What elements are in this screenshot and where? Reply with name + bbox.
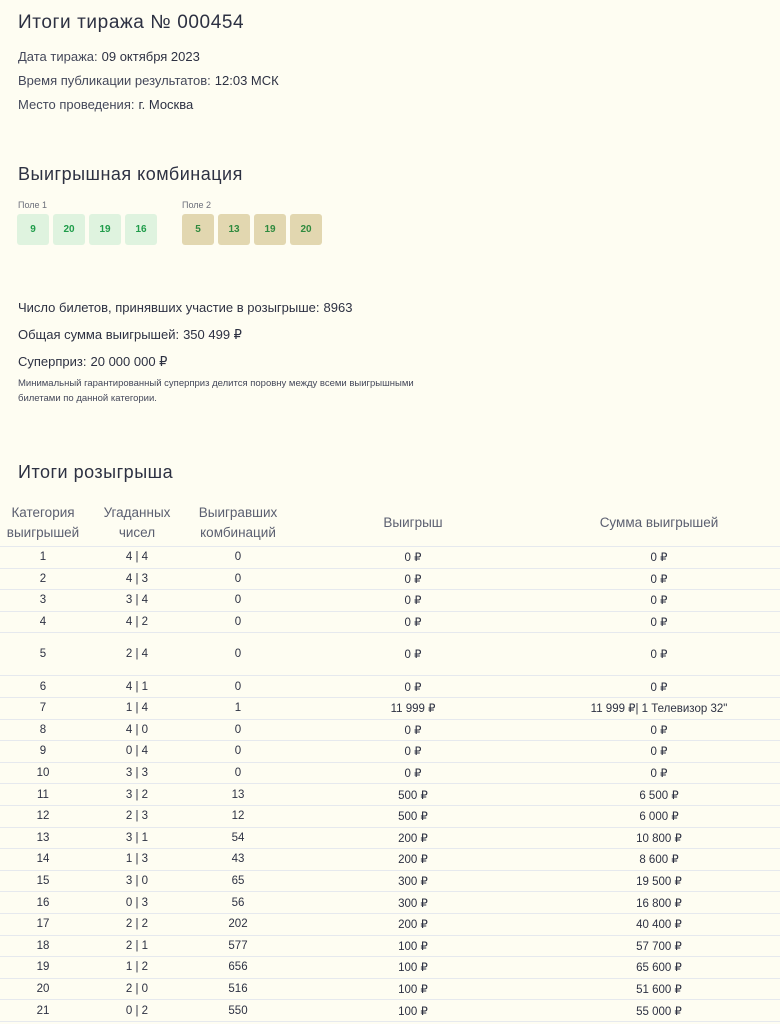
col-guessed: Угаданных чисел [86,500,188,547]
cell-guessed: 4 | 1 [86,676,188,698]
cell-category: 13 [0,827,86,849]
cell-guessed: 3 | 0 [86,870,188,892]
cell-guessed: 1 | 3 [86,849,188,871]
total-winnings [18,327,242,343]
draw-date [18,49,200,64]
cell-winning-combos: 0 [188,762,288,784]
table-row [0,590,780,612]
table-row [0,741,780,763]
cell-total: 0 ₽ [538,633,780,676]
cell-winning-combos: 13 [188,784,288,806]
superprize-label: Суперприз: [18,354,87,369]
table-row [0,676,780,698]
cell-prize: 300 ₽ [288,870,538,892]
field1-ball: 16 [125,214,157,245]
cell-winning-combos: 0 [188,590,288,612]
table-row [0,547,780,569]
cell-total: 8 600 ₽ [538,849,780,871]
cell-total: 0 ₽ [538,719,780,741]
field2-label: Поле 2 [182,200,212,210]
field2-ball: 5 [182,214,214,245]
cell-category: 17 [0,913,86,935]
cell-winning-combos: 0 [188,633,288,676]
cell-category: 21 [0,1000,86,1022]
publish-time-label: Время публикации результатов: [18,73,211,88]
field1-ball: 19 [89,214,121,245]
cell-guessed: 3 | 4 [86,590,188,612]
cell-total: 0 ₽ [538,590,780,612]
cell-category: 12 [0,805,86,827]
cell-guessed: 1 | 2 [86,957,188,979]
cell-category: 5 [0,633,86,676]
table-row [0,719,780,741]
table-row [0,805,780,827]
cell-prize: 0 ₽ [288,719,538,741]
cell-prize: 100 ₽ [288,935,538,957]
cell-category: 1 [0,547,86,569]
cell-guessed: 4 | 4 [86,547,188,569]
draw-date-label: Дата тиража: [18,49,98,64]
total-winnings-value: 350 499 ₽ [183,327,242,342]
cell-guessed: 3 | 2 [86,784,188,806]
cell-category: 8 [0,719,86,741]
cell-total: 0 ₽ [538,568,780,590]
cell-winning-combos: 0 [188,568,288,590]
cell-guessed: 3 | 1 [86,827,188,849]
cell-winning-combos: 0 [188,611,288,633]
cell-category: 4 [0,611,86,633]
cell-total: 57 700 ₽ [538,935,780,957]
cell-category: 18 [0,935,86,957]
field2-balls [182,214,322,245]
cell-prize: 11 999 ₽ [288,697,538,719]
cell-total: 11 999 ₽| 1 Телевизор 32" [538,697,780,719]
cell-winning-combos: 12 [188,805,288,827]
cell-guessed: 3 | 3 [86,762,188,784]
cell-guessed: 0 | 3 [86,892,188,914]
cell-total: 0 ₽ [538,547,780,569]
results-title: Итоги розыгрыша [18,462,174,482]
cell-prize: 200 ₽ [288,913,538,935]
col-winning-combos: Выигравших комбинаций [188,500,288,547]
cell-prize: 0 ₽ [288,762,538,784]
cell-winning-combos: 0 [188,719,288,741]
superprize [18,354,167,370]
cell-category: 14 [0,849,86,871]
draw-place-label: Место проведения: [18,97,135,112]
cell-prize: 100 ₽ [288,957,538,979]
col-total: Сумма выигрышей [538,500,780,547]
table-row [0,1000,780,1022]
cell-winning-combos: 54 [188,827,288,849]
cell-category: 9 [0,741,86,763]
cell-category: 19 [0,957,86,979]
cell-prize: 200 ₽ [288,827,538,849]
superprize-note: Минимальный гарантированный суперприз делится поровну между всеми выигрышными билетами по данной категории. [18,378,414,404]
cell-total: 0 ₽ [538,611,780,633]
cell-prize: 200 ₽ [288,849,538,871]
field1-ball: 20 [53,214,85,245]
cell-prize: 0 ₽ [288,633,538,676]
table-row [0,935,780,957]
combination-title: Выигрышная комбинация [18,164,243,184]
cell-total: 16 800 ₽ [538,892,780,914]
tickets-count-label: Число билетов, принявших участие в розыгрыше: [18,300,320,315]
cell-winning-combos: 65 [188,870,288,892]
cell-total: 0 ₽ [538,741,780,763]
cell-guessed: 2 | 1 [86,935,188,957]
cell-winning-combos: 550 [188,1000,288,1022]
cell-winning-combos: 516 [188,978,288,1000]
cell-prize: 0 ₽ [288,547,538,569]
table-row [0,827,780,849]
table-row [0,784,780,806]
field2-ball: 20 [290,214,322,245]
total-winnings-label: Общая сумма выигрышей: [18,327,180,342]
cell-winning-combos: 43 [188,849,288,871]
field2-ball: 19 [254,214,286,245]
draw-place [18,97,193,112]
cell-category: 20 [0,978,86,1000]
publish-time [18,73,279,88]
cell-winning-combos: 0 [188,547,288,569]
cell-guessed: 0 | 4 [86,741,188,763]
cell-category: 10 [0,762,86,784]
cell-category: 16 [0,892,86,914]
table-row [0,633,780,676]
table-header-row [0,500,780,547]
cell-category: 11 [0,784,86,806]
tickets-count [18,300,352,315]
cell-category: 2 [0,568,86,590]
page-title: Итоги тиража № 000454 [18,12,245,33]
table-row [0,849,780,871]
results-table [0,500,780,1022]
tickets-count-value: 8963 [323,300,353,315]
cell-guessed: 4 | 3 [86,568,188,590]
cell-total: 6 000 ₽ [538,805,780,827]
table-row [0,957,780,979]
cell-prize: 500 ₽ [288,805,538,827]
cell-winning-combos: 56 [188,892,288,914]
field1-balls [17,214,157,245]
table-row [0,913,780,935]
cell-guessed: 2 | 0 [86,978,188,1000]
cell-total: 6 500 ₽ [538,784,780,806]
table-row [0,762,780,784]
cell-category: 6 [0,676,86,698]
cell-guessed: 0 | 2 [86,1000,188,1022]
cell-guessed: 4 | 2 [86,611,188,633]
cell-guessed: 2 | 3 [86,805,188,827]
results-body [0,547,780,1022]
publish-time-value: 12:03 МСК [214,73,279,88]
draw-date-value: 09 октября 2023 [101,49,200,64]
superprize-value: 20 000 000 ₽ [90,354,168,369]
table-row [0,978,780,1000]
cell-total: 10 800 ₽ [538,827,780,849]
cell-guessed: 4 | 0 [86,719,188,741]
cell-total: 40 400 ₽ [538,913,780,935]
cell-winning-combos: 0 [188,676,288,698]
cell-total: 19 500 ₽ [538,870,780,892]
cell-guessed: 2 | 2 [86,913,188,935]
table-row [0,568,780,590]
table-row [0,697,780,719]
cell-winning-combos: 0 [188,741,288,763]
cell-prize: 0 ₽ [288,611,538,633]
table-row [0,892,780,914]
cell-category: 15 [0,870,86,892]
field1-label: Поле 1 [18,200,48,210]
cell-total: 0 ₽ [538,762,780,784]
cell-prize: 500 ₽ [288,784,538,806]
cell-winning-combos: 656 [188,957,288,979]
cell-category: 3 [0,590,86,612]
cell-prize: 100 ₽ [288,978,538,1000]
cell-prize: 0 ₽ [288,741,538,763]
cell-prize: 300 ₽ [288,892,538,914]
cell-prize: 0 ₽ [288,568,538,590]
cell-total: 51 600 ₽ [538,978,780,1000]
table-row [0,611,780,633]
cell-winning-combos: 577 [188,935,288,957]
cell-guessed: 2 | 4 [86,633,188,676]
cell-prize: 100 ₽ [288,1000,538,1022]
cell-total: 0 ₽ [538,676,780,698]
cell-winning-combos: 1 [188,697,288,719]
cell-total: 55 000 ₽ [538,1000,780,1022]
cell-prize: 0 ₽ [288,676,538,698]
col-prize: Выигрыш [288,500,538,547]
col-category: Категория выигрышей [0,500,86,547]
cell-category: 7 [0,697,86,719]
table-row [0,870,780,892]
cell-winning-combos: 202 [188,913,288,935]
field1-ball: 9 [17,214,49,245]
cell-guessed: 1 | 4 [86,697,188,719]
cell-total: 65 600 ₽ [538,957,780,979]
cell-prize: 0 ₽ [288,590,538,612]
field2-ball: 13 [218,214,250,245]
draw-place-value: г. Москва [138,97,194,112]
